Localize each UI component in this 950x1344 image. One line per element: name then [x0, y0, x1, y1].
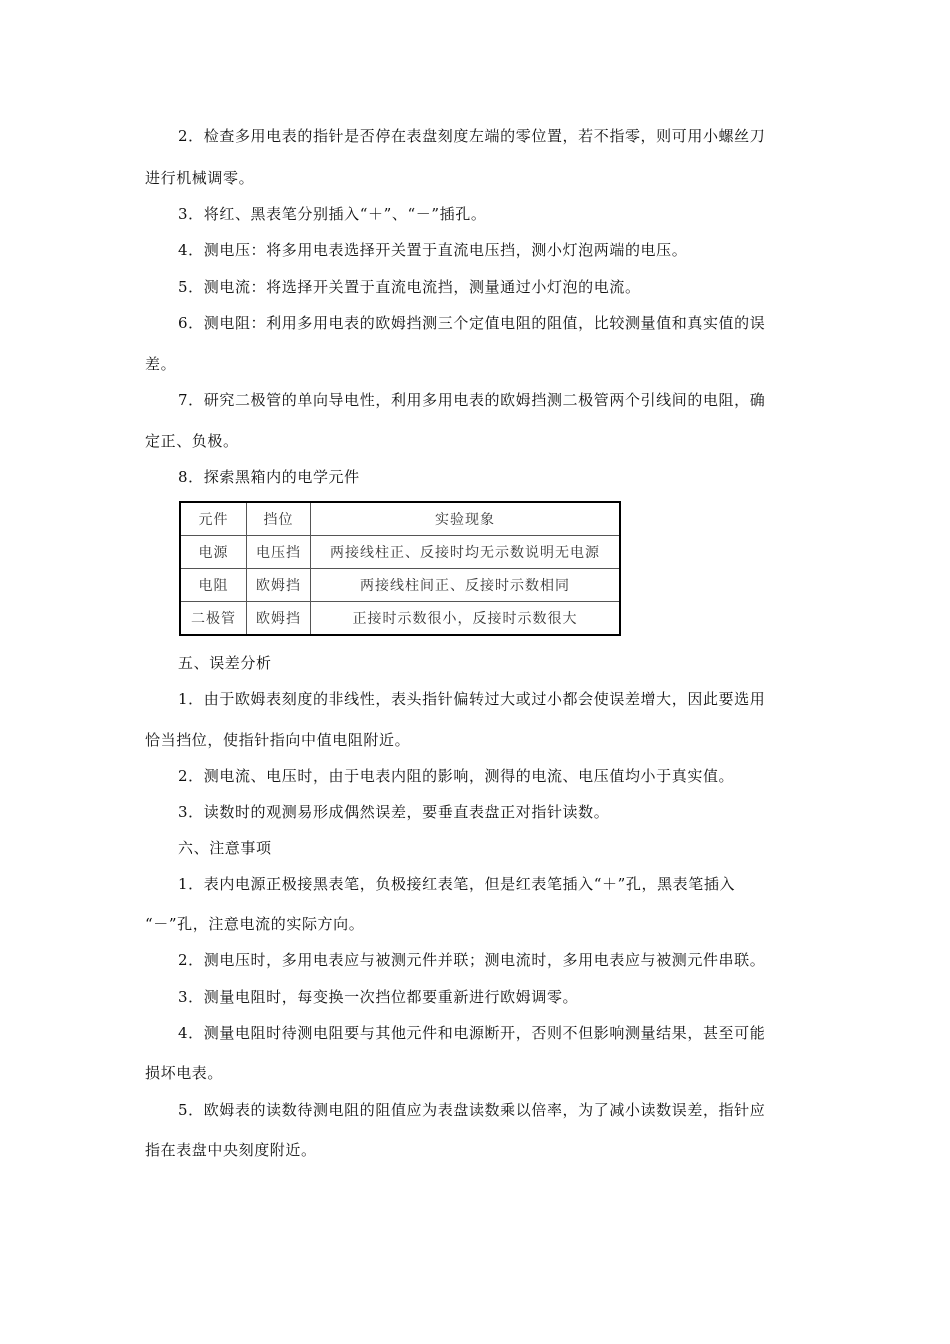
error-2: 2．测电流、电压时，由于电表内阻的影响，测得的电流、电压值均小于真实值。: [178, 767, 735, 785]
note-3: 3．测量电阻时，每变换一次挡位都要重新进行欧姆调零。: [178, 988, 579, 1006]
error-1-line-2: 恰当挡位，使指针指向中值电阻附近。: [145, 731, 411, 749]
table-cell: 电阻: [180, 569, 246, 602]
table-cell: 欧姆挡: [246, 569, 310, 602]
note-1-line-1: 1．表内电源正极接黑表笔，负极接红表笔，但是红表笔插入“＋”孔，黑表笔插入: [178, 875, 736, 893]
step-7-line-2: 定正、负极。: [145, 432, 239, 450]
section-heading-error-analysis: 五、误差分析: [178, 654, 272, 672]
note-1-line-2: “－”孔，注意电流的实际方向。: [145, 915, 365, 933]
error-1-line-1: 1．由于欧姆表刻度的非线性，表头指针偏转过大或过小都会使误差增大，因此要选用: [178, 690, 766, 708]
black-box-table: [179, 501, 621, 636]
note-5-line-1: 5．欧姆表的读数待测电阻的阻值应为表盘读数乘以倍率，为了减小读数误差，指针应: [178, 1101, 766, 1119]
table-header-row: [180, 502, 620, 536]
table-cell: 二极管: [180, 602, 246, 636]
table-cell: 欧姆挡: [246, 602, 310, 636]
table-row: [180, 569, 620, 602]
table-header-cell: 挡位: [246, 502, 310, 536]
step-5: 5．测电流：将选择开关置于直流电流挡，测量通过小灯泡的电流。: [178, 278, 641, 296]
table-row: [180, 536, 620, 569]
section-heading-notes: 六、注意事项: [178, 839, 272, 857]
error-3: 3．读数时的观测易形成偶然误差，要垂直表盘正对指针读数。: [178, 803, 610, 821]
step-6-line-1: 6．测电阻：利用多用电表的欧姆挡测三个定值电阻的阻值，比较测量值和真实值的误: [178, 314, 766, 332]
step-2-line-1: 2．检查多用电表的指针是否停在表盘刻度左端的零位置，若不指零，则可用小螺丝刀: [178, 127, 766, 145]
table-cell: 电源: [180, 536, 246, 569]
table-header-cell: 实验现象: [310, 502, 620, 536]
note-5-line-2: 指在表盘中央刻度附近。: [145, 1141, 317, 1159]
note-4-line-2: 损坏电表。: [145, 1064, 224, 1082]
step-7-line-1: 7．研究二极管的单向导电性，利用多用电表的欧姆挡测二极管两个引线间的电阻，确: [178, 391, 766, 409]
step-2-line-2: 进行机械调零。: [145, 169, 255, 187]
note-2: 2．测电压时，多用电表应与被测元件并联；测电流时，多用电表应与被测元件串联。: [178, 951, 766, 969]
step-3: 3．将红、黑表笔分别插入“＋”、“－”插孔。: [178, 205, 487, 223]
table-row: [180, 602, 620, 636]
table-cell: 两接线柱间正、反接时示数相同: [310, 569, 620, 602]
table-cell: 正接时示数很小，反接时示数很大: [310, 602, 620, 636]
step-4: 4．测电压：将多用电表选择开关置于直流电压挡，测小灯泡两端的电压。: [178, 241, 688, 259]
table-cell: 两接线柱正、反接时均无示数说明无电源: [310, 536, 620, 569]
step-8: 8．探索黑箱内的电学元件: [178, 468, 360, 486]
step-6-line-2: 差。: [145, 355, 177, 373]
table-cell: 电压挡: [246, 536, 310, 569]
note-4-line-1: 4．测量电阻时待测电阻要与其他元件和电源断开，否则不但影响测量结果，甚至可能: [178, 1024, 766, 1042]
table-header-cell: 元件: [180, 502, 246, 536]
